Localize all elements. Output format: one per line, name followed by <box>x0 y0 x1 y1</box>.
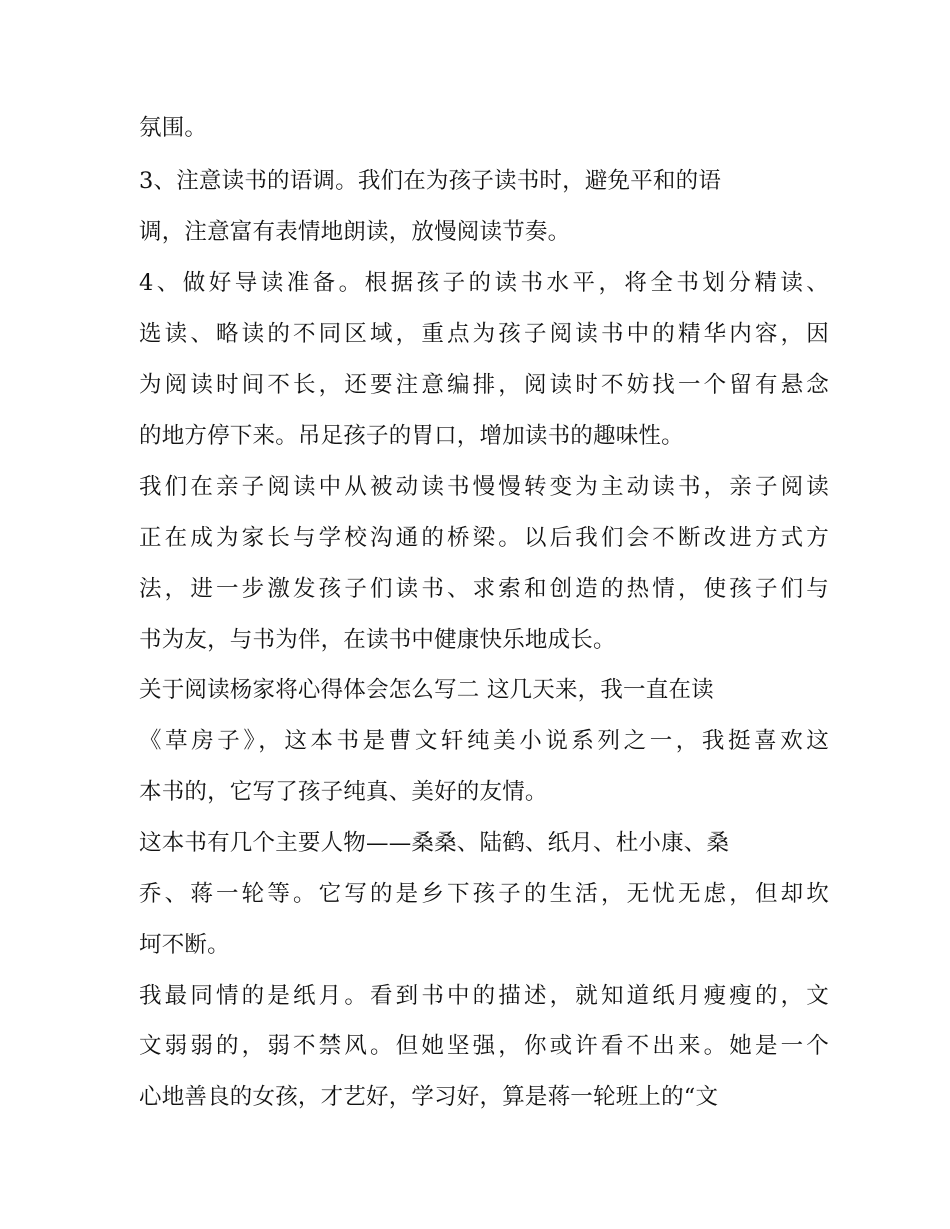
text-line-10: 法，进一步激发孩子们读书、求索和创造的热情，使孩子们与 <box>139 576 829 602</box>
text-line-8: 我们在亲子阅读中从被动读书慢慢转变为主动读书，亲子阅读 <box>139 474 829 500</box>
text-line-4: 4、做好导读准备。根据孩子的读书水平，将全书划分精读、 <box>139 270 829 296</box>
text-line-6: 为阅读时间不长，还要注意编排，阅读时不妨找一个留有悬念 <box>139 372 829 398</box>
text-line-3: 调，注意富有表情地朗读，放慢阅读节奏。 <box>139 219 571 245</box>
text-line-19: 文弱弱的，弱不禁风。但她坚强，你或许看不出来。她是一个 <box>139 1033 829 1059</box>
text-line-7: 的地方停下来。吊足孩子的胃口，增加读书的趣味性。 <box>139 423 684 449</box>
text-line-5: 选读、略读的不同区域，重点为孩子阅读书中的精华内容，因 <box>139 321 829 347</box>
text-line-11: 书为友，与书为伴，在读书中健康快乐地成长。 <box>139 627 616 653</box>
text-line-14: 本书的，它写了孩子纯真、美好的友情。 <box>139 779 548 805</box>
text-line-18: 我最同情的是纸月。看到书中的描述，就知道纸月瘦瘦的，文 <box>139 983 829 1009</box>
text-line-16: 乔、蒋一轮等。它写的是乡下孩子的生活，无忧无虑，但却坎 <box>139 881 829 907</box>
text-line-13: 《草房子》，这本书是曹文轩纯美小说系列之一，我挺喜欢这 <box>139 728 829 754</box>
text-line-15: 这本书有几个主要人物——桑桑、陆鹤、纸月、杜小康、桑 <box>139 830 730 856</box>
text-line-1: 氛围。 <box>139 115 208 141</box>
text-line-9: 正在成为家长与学校沟通的桥梁。以后我们会不断改进方式方 <box>139 525 829 551</box>
text-line-17: 坷不断。 <box>139 932 230 958</box>
text-line-2: 3、注意读书的语调。我们在为孩子读书时，避免平和的语 <box>139 168 722 194</box>
text-line-20: 心地善良的女孩，才艺好，学习好，算是蒋一轮班上的“文 <box>139 1084 719 1110</box>
text-line-12: 关于阅读杨家将心得体会怎么写二 这几天来，我一直在读 <box>139 677 714 703</box>
